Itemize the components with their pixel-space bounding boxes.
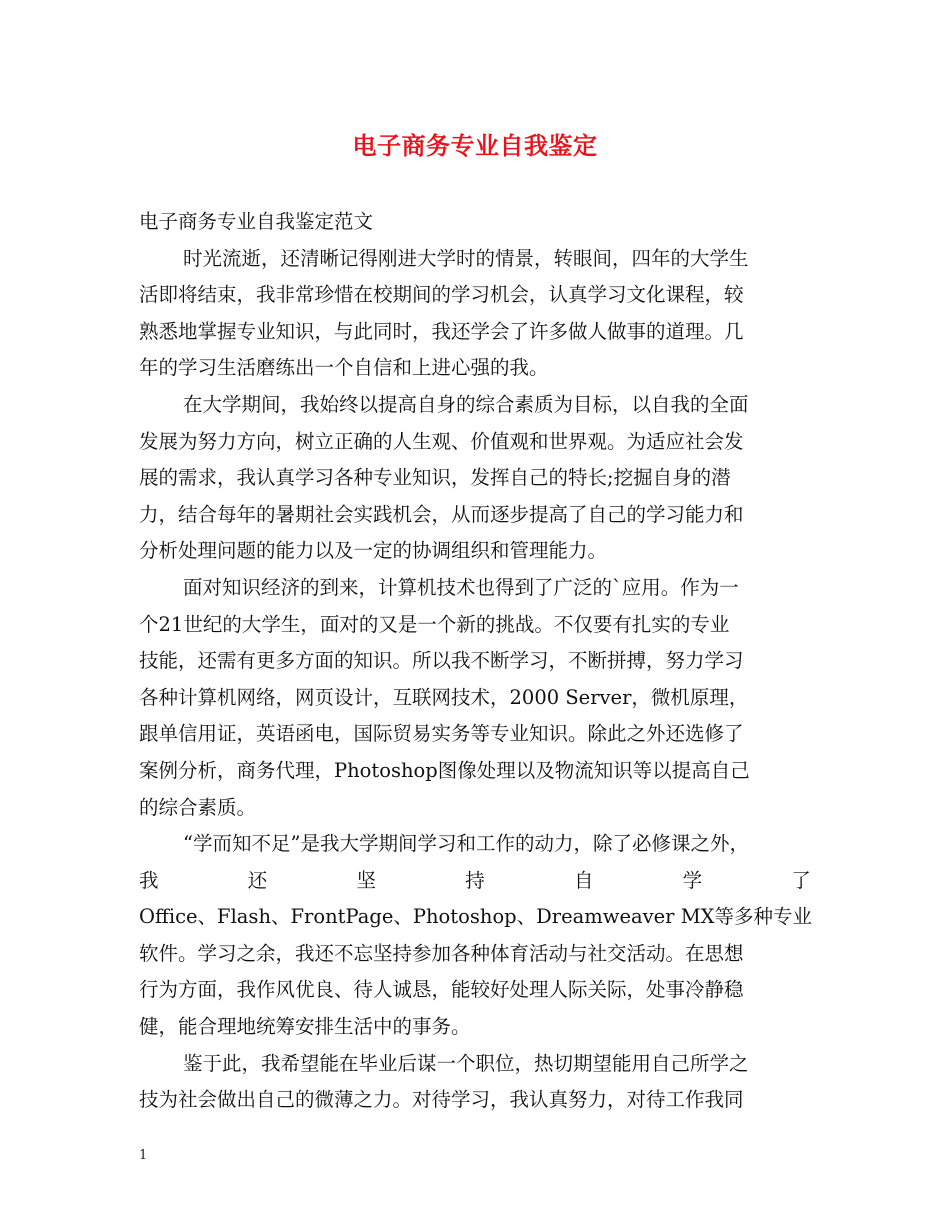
paragraph-line: 技能，还需有更多方面的知识。所以我不断学习，不断拼搏，努力学习 <box>139 649 744 673</box>
justified-word: 了 <box>791 868 811 892</box>
paragraph-line: 行为方面，我作风优良、待人诚恳，能较好处理人际关际，处事冷静稳 <box>139 978 744 1002</box>
paragraph-line: 鉴于此，我希望能在毕业后谋一个职位，热切期望能用自己所学之 <box>183 1051 749 1075</box>
paragraph-line: 各种计算机网络，网页设计，互联网技术，2000 Server，微机原理， <box>139 685 749 709</box>
paragraph-line: 时光流逝，还清晰记得刚进大学时的情景，转眼间，四年的大学生 <box>183 246 749 270</box>
paragraph-line: 技为社会做出自己的微薄之力。对待学习，我认真努力，对待工作我同 <box>139 1088 744 1112</box>
paragraph-line: 健，能合理地统筹安排生活中的事务。 <box>139 1015 471 1039</box>
justified-line <box>139 863 811 900</box>
paragraph-line: 软件。学习之余，我还不忘坚持参加各种体育活动与社交活动。在思想 <box>139 941 744 965</box>
paragraph-line: 活即将结束，我非常珍惜在校期间的学习机会，认真学习文化课程，较 <box>139 283 744 307</box>
page-number: 1 <box>139 1148 148 1163</box>
paragraph-line: 案例分析，商务代理，Photoshop图像处理以及物流知识等以提高自己 <box>139 758 750 782</box>
paragraph-line: “学而知不足”是我大学期间学习和工作的动力，除了必修课之外， <box>183 832 749 856</box>
paragraph-line: 发展为努力方向，树立正确的人生观、价值观和世界观。为适应社会发 <box>139 429 744 453</box>
paragraph-line: Office、Flash、FrontPage、Photoshop、Dreamweaver MX等多种专业 <box>139 905 813 929</box>
document-subtitle: 电子商务专业自我鉴定范文 <box>139 210 374 233</box>
paragraph-line: 分析处理问题的能力以及一定的协调组织和管理能力。 <box>139 539 608 563</box>
paragraph-line: 力，结合每年的暑期社会实践机会，从而逐步提高了自己的学习能力和 <box>139 502 744 526</box>
paragraph-line: 跟单信用证，英语函电，国际贸易实务等专业知识。除此之外还选修了 <box>139 722 744 746</box>
paragraph-line: 年的学习生活磨练出一个自信和上进心强的我。 <box>139 356 549 380</box>
paragraph-line: 展的需求，我认真学习各种专业知识，发挥自己的特长;挖掘自身的潜 <box>139 466 731 490</box>
paragraph-line: 的综合素质。 <box>139 795 257 819</box>
paragraph-line: 个21世纪的大学生，面对的又是一个新的挑战。不仅要有扎实的专业 <box>139 612 730 636</box>
paragraph-line: 在大学期间，我始终以提高自身的综合素质为目标，以自我的全面 <box>183 392 749 416</box>
justified-word: 还 <box>247 868 268 892</box>
justified-word: 坚 <box>356 868 376 892</box>
justified-word: 自 <box>573 868 594 892</box>
document-title: 电子商务专业自我鉴定 <box>352 131 598 160</box>
justified-word: 持 <box>465 868 485 892</box>
paragraph-line: 熟悉地掌握专业知识，与此同时，我还学会了许多做人做事的道理。几 <box>139 319 744 343</box>
paragraph-line: 面对知识经济的到来，计算机技术也得到了广泛的`应用。作为一 <box>183 575 739 599</box>
justified-word: 学 <box>682 868 703 892</box>
justified-word: 我 <box>139 868 159 892</box>
document-body <box>139 204 811 1119</box>
